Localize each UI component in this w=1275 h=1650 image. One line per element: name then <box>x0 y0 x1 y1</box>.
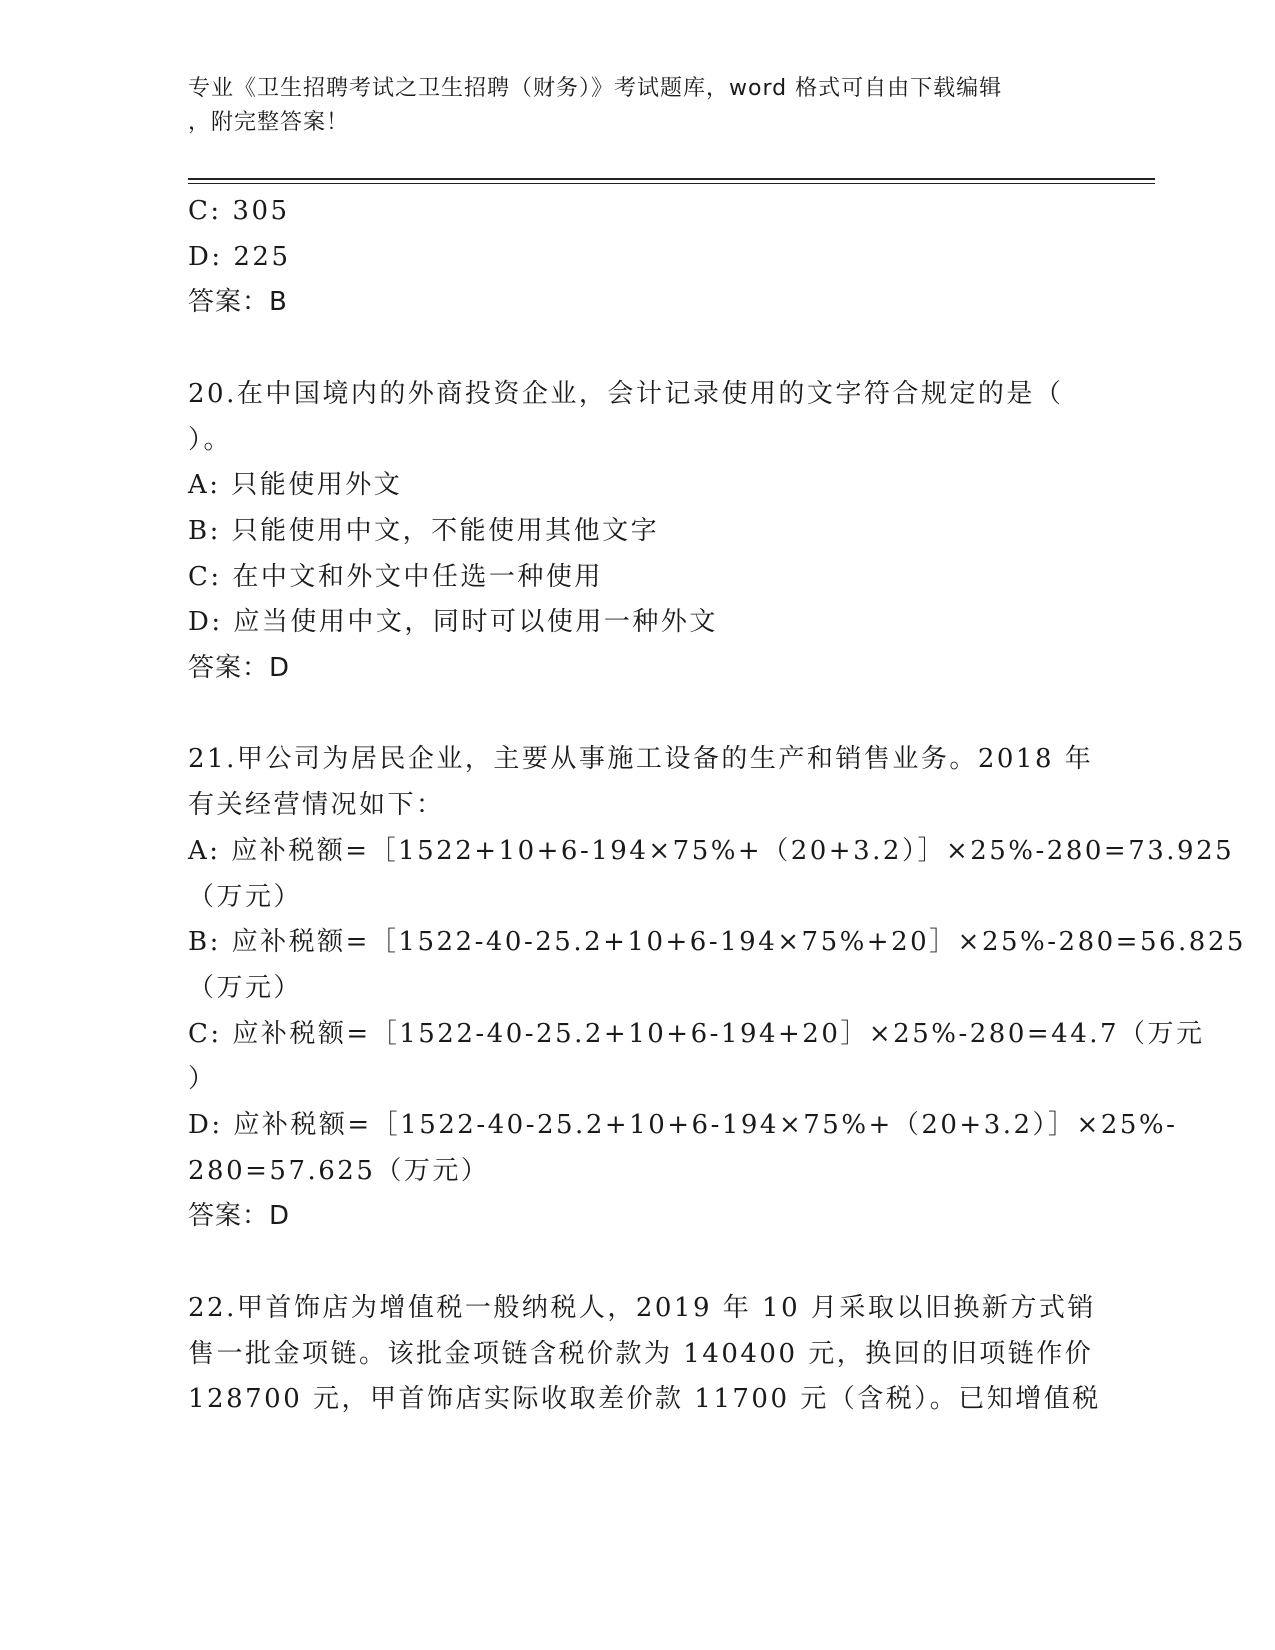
header-rule-thin <box>188 183 1155 184</box>
document-body <box>188 189 1246 1423</box>
answer-line: 答案：D <box>188 653 291 684</box>
header-line-2: ，附完整答案！ <box>188 110 350 135</box>
option-a: A: 应补税额=［1522+10+6-194×75%+（20+3.2）］×25%-280=73.925 <box>188 835 1235 866</box>
question-stem: 20.在中国境内的外商投资企业，会计记录使用的文字符合规定的是（ <box>188 378 1064 409</box>
spacer <box>188 326 1088 372</box>
option-a: A: 只能使用外文 <box>188 470 403 501</box>
question-21 <box>188 737 1246 1240</box>
option-b: B: 只能使用中文，不能使用其他文字 <box>188 515 660 546</box>
question-22 <box>188 1286 1101 1423</box>
option-b: B: 应补税额=［1522-40-25.2+10+6-194×75%+20］×25%-280=56.825 <box>188 927 1246 958</box>
question-stem-cont: 有关经营情况如下： <box>188 790 445 821</box>
question-stem: 21.甲公司为居民企业，主要从事施工设备的生产和销售业务。2018 年 <box>188 744 1094 775</box>
option-d: D: 225 <box>188 241 291 272</box>
question-stem-cont: 售一批金项链。该批金项链含税价款为 140400 元，换回的旧项链作价 <box>188 1338 1094 1369</box>
option-d-cont: 280=57.625（万元） <box>188 1155 490 1186</box>
spacer <box>188 692 1088 738</box>
option-a-cont: （万元） <box>188 881 303 912</box>
answer-line: 答案：D <box>188 1201 291 1232</box>
option-d: D: 应补税额=［1522-40-25.2+10+6-194×75%+（20+3.2）］×25%- <box>188 1110 1178 1141</box>
option-b-cont: （万元） <box>188 972 303 1003</box>
option-c: C: 305 <box>188 196 290 226</box>
option-c: C: 在中文和外文中任选一种使用 <box>188 561 603 592</box>
question-stem-cont: 128700 元，甲首饰店实际收取差价款 11700 元（含税）。已知增值税 <box>188 1384 1101 1415</box>
question-19-tail <box>188 189 1088 326</box>
question-stem: 22.甲首饰店为增值税一般纳税人，2019 年 10 月采取以旧换新方式销 <box>188 1292 1096 1323</box>
document-header <box>188 72 1068 140</box>
header-line-1: 专业《卫生招聘考试之卫生招聘（财务）》考试题库，word 格式可自由下载编辑 <box>188 76 1003 101</box>
question-20 <box>188 372 1088 692</box>
option-c: C: 应补税额=［1522-40-25.2+10+6-194+20］×25%-280=44.7（万元 <box>188 1018 1205 1049</box>
option-c-cont: ） <box>188 1064 217 1095</box>
header-rule-thick <box>188 178 1155 180</box>
option-d: D: 应当使用中文，同时可以使用一种外文 <box>188 607 718 638</box>
question-stem-cont: ）。 <box>188 424 233 455</box>
spacer <box>188 1240 1088 1286</box>
answer-line: 答案：B <box>188 287 288 318</box>
